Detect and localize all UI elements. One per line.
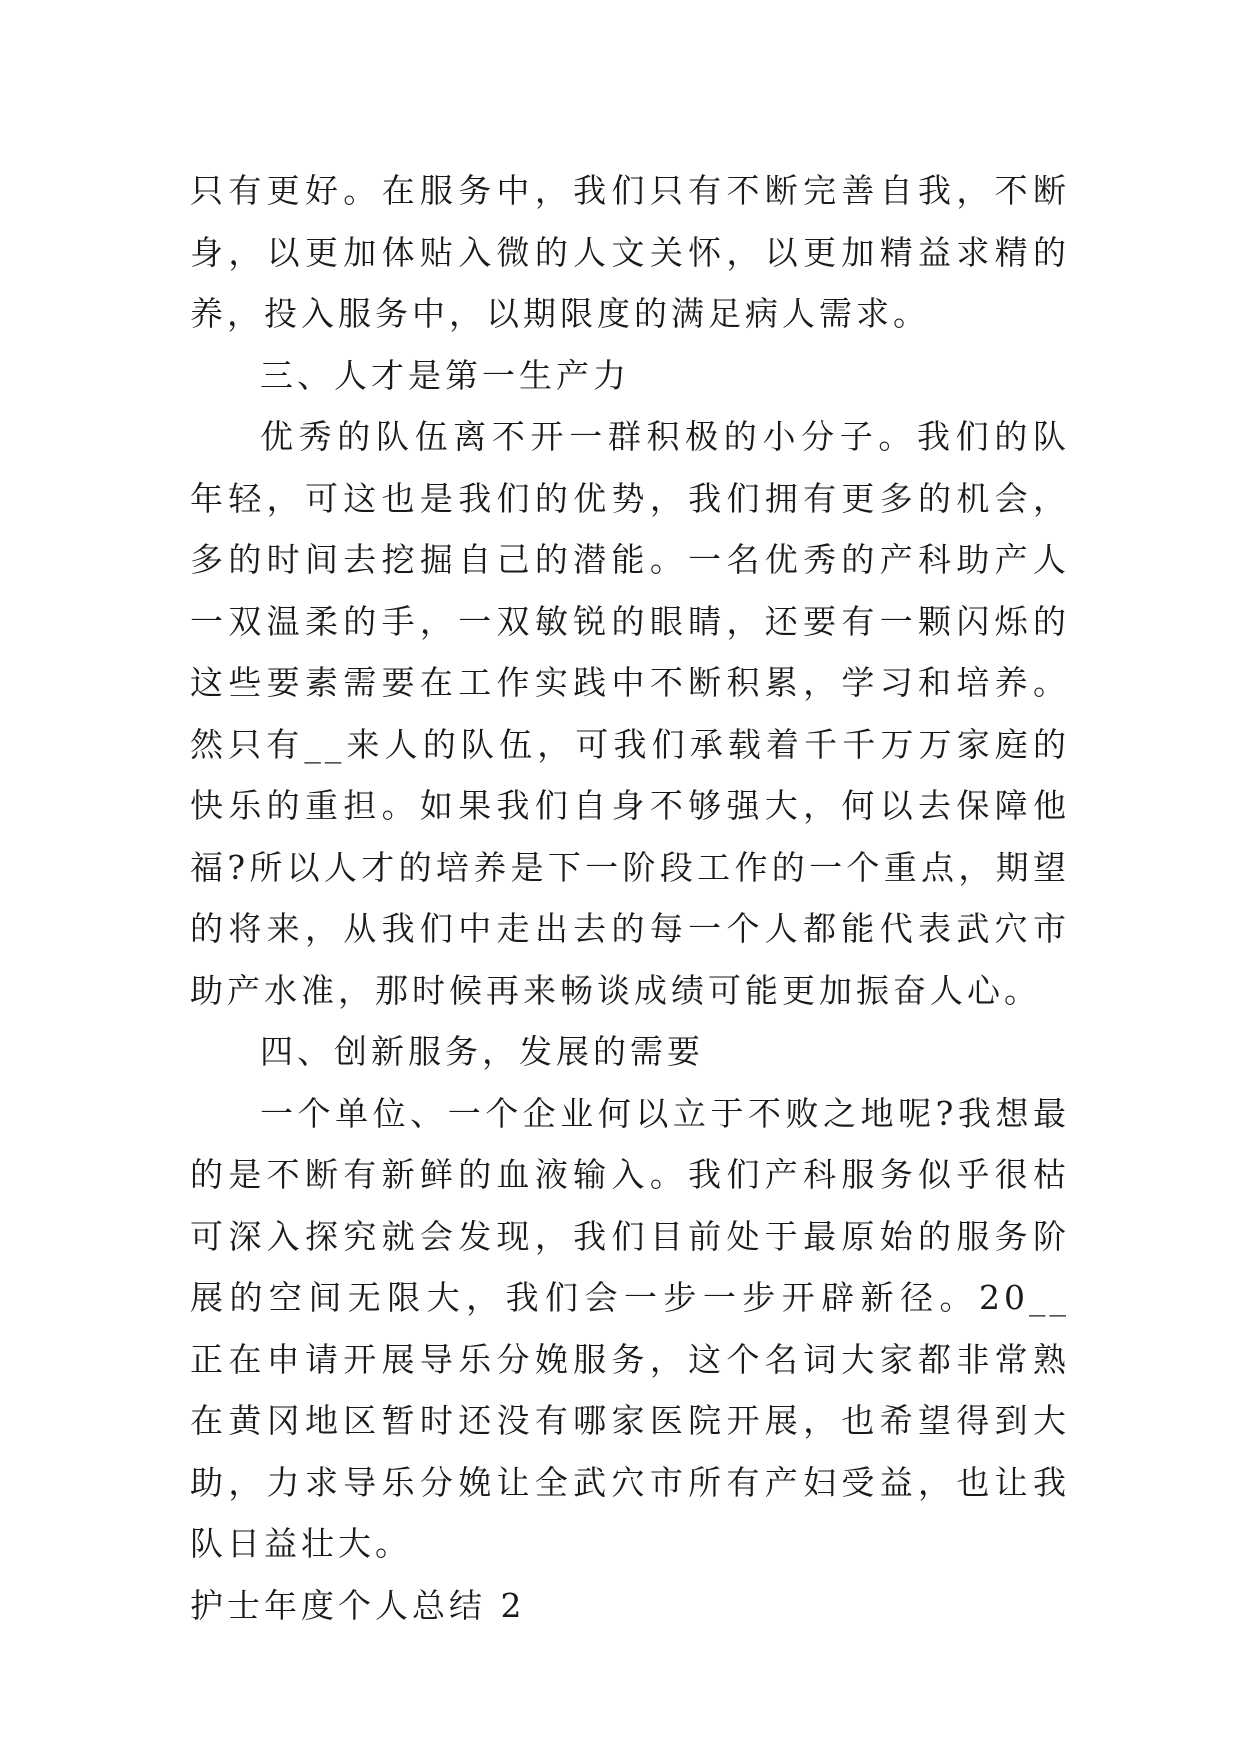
text-line: 这些要素需要在工作实践中不断积累，学习和培养。	[190, 663, 1070, 702]
text-line: 三、人才是第一生产力	[260, 355, 630, 395]
text-line: 然只有__来人的队伍，可我们承载着千千万万家庭的	[190, 724, 1070, 764]
text-line: 四、创新服务，发展的需要	[260, 1032, 704, 1071]
text-line: 的是不断有新鲜的血液输入。我们产科服务似乎很枯	[190, 1155, 1070, 1194]
text-line: 展的空间无限大，我们会一步一步开辟新径。20__	[190, 1278, 1070, 1317]
text-line: 养，投入服务中，以期限度的满足病人需求。	[190, 294, 930, 333]
text-line: 优秀的队伍离不开一群积极的小分子。我们的队	[260, 417, 1070, 456]
text-line: 助，力求导乐分娩让全武穴市所有产妇受益，也让我	[190, 1462, 1070, 1502]
section-heading: 护士年度个人总结 2	[190, 1585, 526, 1625]
text-line: 的将来，从我们中走出去的每一个人都能代表武穴市	[190, 909, 1070, 948]
text-line: 助产水准，那时候再来畅谈成绩可能更加振奋人心。	[190, 970, 1041, 1010]
text-line: 可深入探究就会发现，我们目前处于最原始的服务阶	[190, 1216, 1070, 1256]
text-line: 只有更好。在服务中，我们只有不断完善自我，不断	[190, 171, 1070, 210]
text-line: 在黄冈地区暂时还没有哪家医院开展，也希望得到大	[190, 1401, 1070, 1440]
text-line: 正在申请开展导乐分娩服务，这个名词大家都非常熟	[190, 1339, 1070, 1379]
text-line: 身，以更加体贴入微的人文关怀，以更加精益求精的	[190, 232, 1070, 272]
text-line: 多的时间去挖掘自己的潜能。一名优秀的产科助产人	[190, 540, 1070, 579]
text-line: 快乐的重担。如果我们自身不够强大，何以去保障他	[190, 786, 1070, 825]
text-line: 一个单位、一个企业何以立于不败之地呢?我想最	[260, 1093, 1070, 1133]
text-line: 年轻，可这也是我们的优势，我们拥有更多的机会，	[190, 478, 1070, 518]
text-line: 一双温柔的手，一双敏锐的眼睛，还要有一颗闪烁的	[190, 601, 1070, 641]
text-line: 队日益壮大。	[190, 1524, 412, 1563]
text-line: 福?所以人才的培养是下一阶段工作的一个重点，期望	[190, 847, 1070, 887]
body-text	[190, 160, 1070, 1636]
